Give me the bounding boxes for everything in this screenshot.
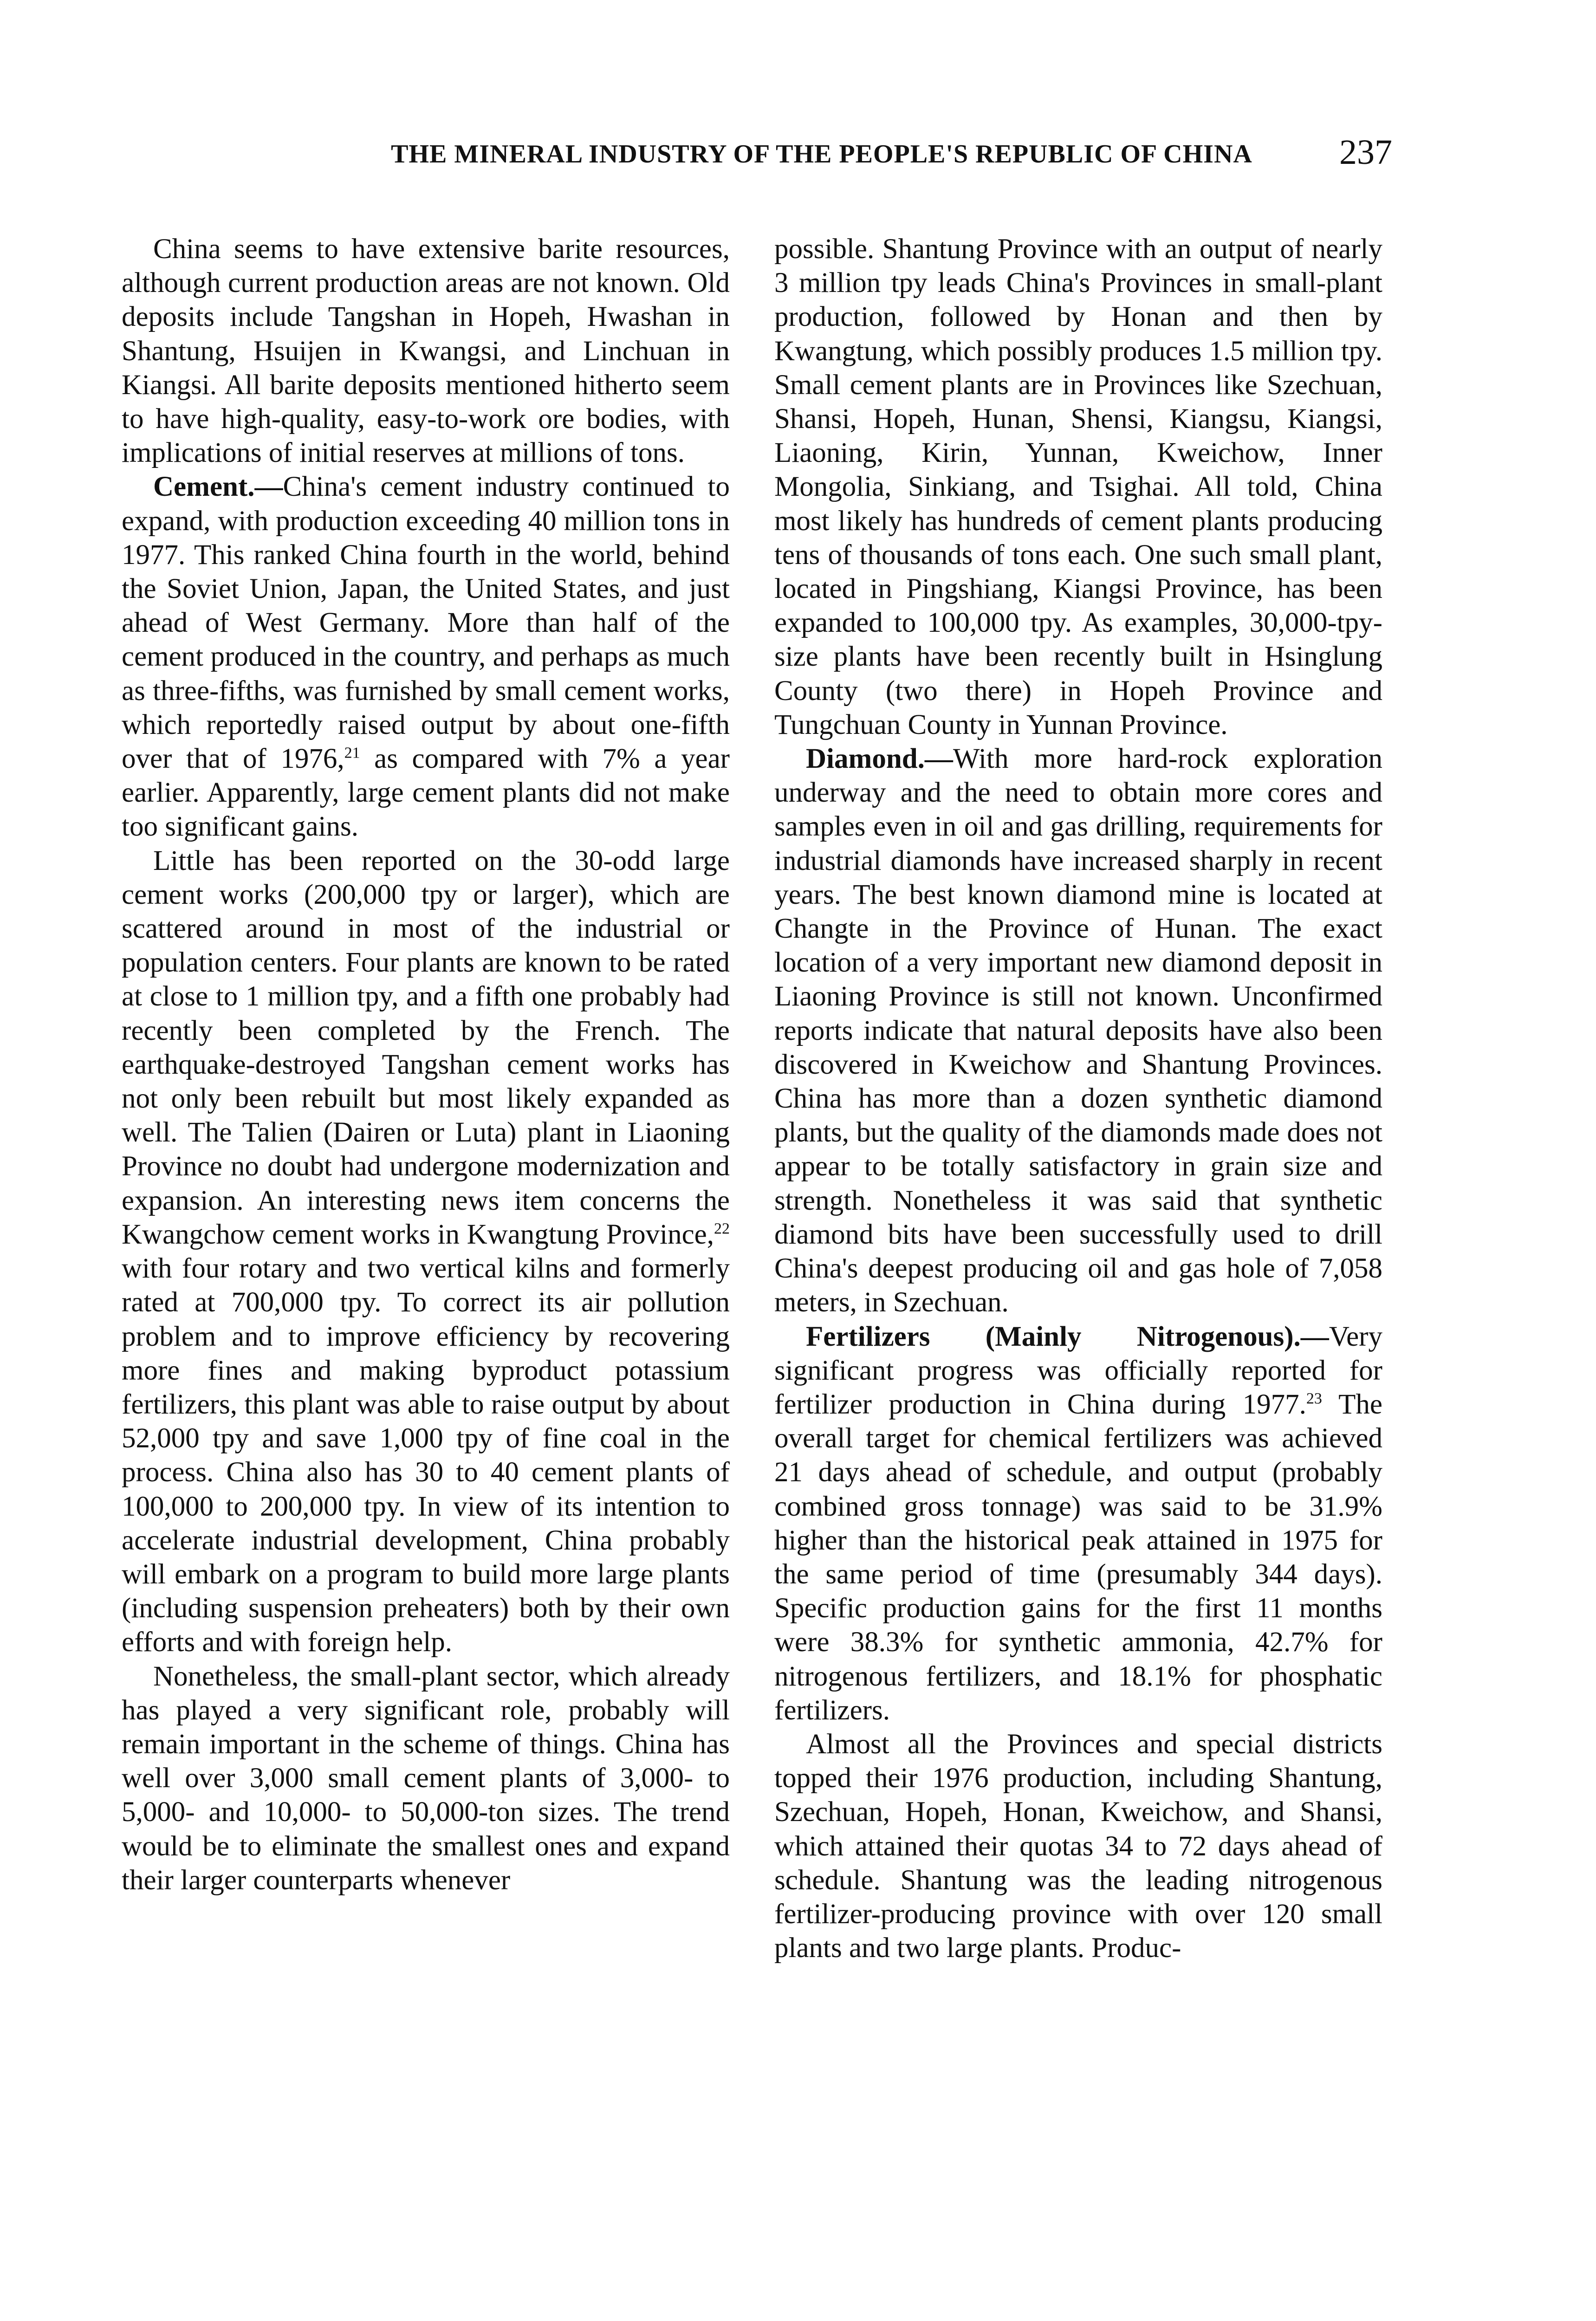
footnote-ref-22: 22 — [714, 1220, 730, 1238]
page-number: 237 — [1339, 133, 1392, 172]
cement-heading: Cement.— — [153, 471, 283, 503]
fertilizers-paragraph: Fertilizers (Mainly Nitrogenous).—Very significant progress was officially reported for fertilizer production in China during 1977.23 The overall target for chemical fertilizers was achieved 21 days ahead of schedule, and output (probably combined gross tonnage) was said to be 31.9% higher than the historical peak attained in 1975 for the same period of time (presumably 344 days). Specific production gains for the first 11 months were 38.3% for synthetic ammonia, 42.7% for nitrogenous fertilizers, and 18.1% for phosphatic fertilizers. — [774, 1321, 1382, 1726]
right-column — [774, 232, 1382, 1965]
large-cement-works-paragraph: Little has been reported on the 30-odd large cement works (200,000 tpy or larger), which are scattered around in most of the industrial or population centers. Four plants are known to be rated at close to 1 million tpy, and a fifth one probably had recently been completed by the French. The earthquake-destroyed Tangshan cement works has not only been rebuilt but most likely expanded as well. The Talien (Dairen or Luta) plant in Liaoning Province no doubt had undergone modernization and expansion. An interesting news item concerns the Kwangchow cement works in Kwangtung Province,$^{22}$ with four rotary and two vertical kilns and formerly rated at 700,000 tpy. To correct its air pollution problem and to improve efficiency by recovering more fines and making byproduct potassium fertilizers, this plant was able to raise output by about 52,000 tpy and save 1,000 tpy of fine coal in the process. China also has 30 to 40 cement plants of 100,000 to 200,000 tpy. In view of its intention to accelerate industrial development, China probably will embark on a program to build more large plants (including suspension preheaters) both by their own efforts and with foreign help. — [122, 845, 730, 1658]
diamond-heading: Diamond.— — [806, 743, 953, 775]
barite-paragraph: China seems to have extensive barite resources, although current production areas are not known. Old deposits include Tangshan in Hopeh, Hwashan in Shantung, Hsuijen in Kwangsi, and Linchuan in Kiangsi. All barite deposits mentioned hitherto seem to have high-quality, easy-to-work ore bodies, with implications of initial reserves at millions of tons. — [122, 233, 730, 469]
left-column — [122, 232, 730, 1897]
footnote-ref-21: 21 — [344, 744, 360, 762]
cement-paragraph: Cement.—China's cement industry continued to expand, with production exceeding 40 million tons in 1977. This ranked China fourth in the world, behind the Soviet Union, Japan, the United States, and just ahead of West Germany. More than half of the cement produced in the country, and perhaps as much as three-fifths, was furnished by small cement works, which reportedly raised output by about one-fifth over that of 1976,21 as compared with 7% a year earlier. Apparently, large cement plants did not make too significant gains. — [122, 471, 730, 843]
diamond-paragraph: Diamond.—With more hard-rock exploration underway and the need to obtain more cores and samples even in oil and gas drilling, requirements for industrial diamonds have increased sharply in recent years. The best known diamond mine is located at Changte in the Province of Hunan. The exact location of a very important new diamond deposit in Liaoning Province is still not known. Unconfirmed reports indicate that natural deposits have also been discovered in Kweichow and Shantung Provinces. China has more than a dozen synthetic diamond plants, but the quality of the diamonds made does not appear to be totally satisfactory in grain size and strength. Nonetheless it was said that synthetic diamond bits have been successfully used to drill China's deepest producing oil and gas hole of 7,058 meters, in Szechuan. — [774, 743, 1382, 1318]
provinces-paragraph: Almost all the Provinces and special districts topped their 1976 production, including Shantung, Szechuan, Hopeh, Honan, Kweichow, and Shansi, which attained their quotas 34 to 72 days ahead of schedule. Shantung was the leading nitrogenous fertilizer-producing province with over 120 small plants and two large plants. Produc- — [774, 1728, 1382, 1964]
small-plant-sector-paragraph: Nonetheless, the small-plant sector, which already has played a very significant role, probably will remain important in the scheme of things. China has well over 3,000 small cement plants of 3,000- to 5,000- and 10,000- to 50,000-ton sizes. The trend would be to eliminate the smallest ones and expand their larger counterparts whenever — [122, 1660, 730, 1896]
fertilizers-heading: Fertilizers (Mainly Nitrogenous).— — [806, 1321, 1329, 1352]
small-plant-continued-paragraph: possible. Shantung Province with an output of nearly 3 million tpy leads China's Provinces in small-plant production, followed by Honan and then by Kwangtung, which possibly produces 1.5 million tpy. Small cement plants are in Provinces like Szechuan, Shansi, Hopeh, Hunan, Shensi, Kiangsu, Kiangsi, Liaoning, Kirin, Yunnan, Kweichow, Inner Mongolia, Sinkiang, and Tsighai. All told, China most likely has hundreds of cement plants producing tens of thousands of tons each. One such small plant, located in Pingshiang, Kiangsi Province, has been expanded to 100,000 tpy. As examples, 30,000-tpy-size plants have been recently built in Hsinglung County (two there) in Hopeh Province and Tungchuan County in Yunnan Province. — [774, 233, 1382, 740]
footnote-ref-23: 23 — [1306, 1390, 1322, 1407]
running-title: THE MINERAL INDUSTRY OF THE PEOPLE'S REPUBLIC OF CHINA — [391, 140, 1252, 169]
